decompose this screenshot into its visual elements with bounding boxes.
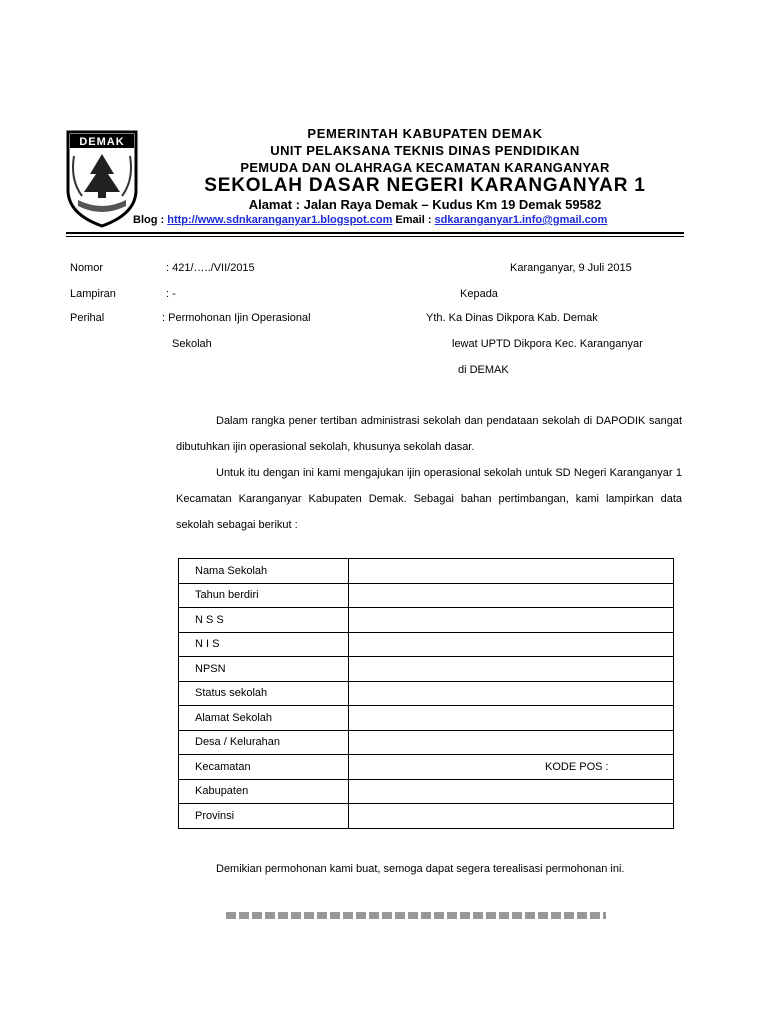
lampiran-value: : - <box>166 288 176 300</box>
blog-label: Blog : <box>133 214 165 226</box>
recipient-line-2: lewat UPTD Dikpora Kec. Karanganyar <box>452 338 643 350</box>
body-paragraph-1-text: Dalam rangka pener tertiban administrasi sekolah dan pendataan sekolah di DAPODIK sangat dibutuhkan ijin operasional sekolah, khusunya sekolah dasar. <box>176 415 682 453</box>
letterhead-rule-thick <box>66 232 684 234</box>
school-name: SEKOLAH DASAR NEGERI KARANGANYAR 1 <box>204 175 646 196</box>
table-row <box>179 779 674 804</box>
lampiran-label: Lampiran <box>70 288 116 300</box>
table-value-cell <box>349 632 674 657</box>
email-link[interactable]: sdkaranganyar1.info@gmail.com <box>434 214 608 226</box>
logo-text: DEMAK <box>79 136 125 148</box>
table-row <box>179 706 674 731</box>
table-label-cell: N S S <box>179 608 349 633</box>
letterhead-line-3: PEMUDA DAN OLAHRAGA KECAMATAN KARANGANYAR <box>240 160 610 175</box>
table-row <box>179 804 674 829</box>
table-value-cell <box>349 583 674 608</box>
table-label-cell: Kabupaten <box>179 779 349 804</box>
kepada-label: Kepada <box>460 288 498 300</box>
nomor-value: : 421/…../VII/2015 <box>166 262 255 274</box>
table-row <box>179 559 674 584</box>
table-value-cell <box>349 559 674 584</box>
perihal-value: : Permohonan Ijin Operasional <box>162 312 311 324</box>
body-paragraph-2-text: Untuk itu dengan ini kami mengajukan ijin operasional sekolah untuk SD Negeri Karanganyar 1 Kecamatan Karanganyar Kabupaten Demak. Sebagai bahan pertimbangan, kami lampirkan data sekolah sebagai berikut : <box>176 467 682 531</box>
table-label-cell: Kecamatan <box>179 755 349 780</box>
recipient-line-1: Yth. Ka Dinas Dikpora Kab. Demak <box>426 312 598 324</box>
truncated-text-line <box>226 912 606 919</box>
table-label-cell: Nama Sekolah <box>179 559 349 584</box>
table-label-cell: Alamat Sekolah <box>179 706 349 731</box>
demak-logo <box>64 130 140 228</box>
regency-seal-icon <box>64 130 140 228</box>
table-label-cell: Tahun berdiri <box>179 583 349 608</box>
table-label-cell: Provinsi <box>179 804 349 829</box>
table-label-cell: N I S <box>179 632 349 657</box>
contact-line <box>133 214 693 226</box>
table-row <box>179 730 674 755</box>
kode-pos-label: KODE POS : <box>545 760 609 773</box>
table-label-cell: Desa / Kelurahan <box>179 730 349 755</box>
school-address: Alamat : Jalan Raya Demak – Kudus Km 19 Demak 59582 <box>248 197 602 212</box>
body-paragraph-2 <box>176 460 682 538</box>
table-value-cell <box>349 730 674 755</box>
nomor-label: Nomor <box>70 262 104 274</box>
table-value-cell <box>349 608 674 633</box>
table-value-cell <box>349 681 674 706</box>
recipient-line-3: di DEMAK <box>458 364 509 376</box>
table-value-cell <box>349 779 674 804</box>
body-paragraph-3-text: Demikian permohonan kami buat, semoga dapat segera terealisasi permohonan ini. <box>216 863 625 875</box>
blog-link[interactable]: http://www.sdnkaranganyar1.blogspot.com <box>167 214 393 226</box>
perihal-label: Perihal <box>70 312 105 324</box>
table-row <box>179 755 674 780</box>
table-row <box>179 608 674 633</box>
table-row <box>179 583 674 608</box>
table-row <box>179 632 674 657</box>
table-value-cell <box>349 755 674 780</box>
email-label: Email : <box>395 214 432 226</box>
table-value-cell <box>349 804 674 829</box>
letter-date: Karanganyar, 9 Juli 2015 <box>510 262 632 274</box>
letterhead-line-2: UNIT PELAKSANA TEKNIS DINAS PENDIDIKAN <box>270 143 580 158</box>
table-value-cell <box>349 657 674 682</box>
table-row <box>179 657 674 682</box>
school-data-table <box>178 558 674 829</box>
table-row <box>179 681 674 706</box>
body-paragraph-3 <box>176 856 682 882</box>
body-paragraph-1 <box>176 408 682 460</box>
letterhead-rule-thin <box>66 236 684 237</box>
table-label-cell: Status sekolah <box>179 681 349 706</box>
perihal-value-cont: Sekolah <box>172 338 212 350</box>
letterhead-line-1: PEMERINTAH KABUPATEN DEMAK <box>307 126 543 141</box>
table-label-cell: NPSN <box>179 657 349 682</box>
table-value-cell <box>349 706 674 731</box>
